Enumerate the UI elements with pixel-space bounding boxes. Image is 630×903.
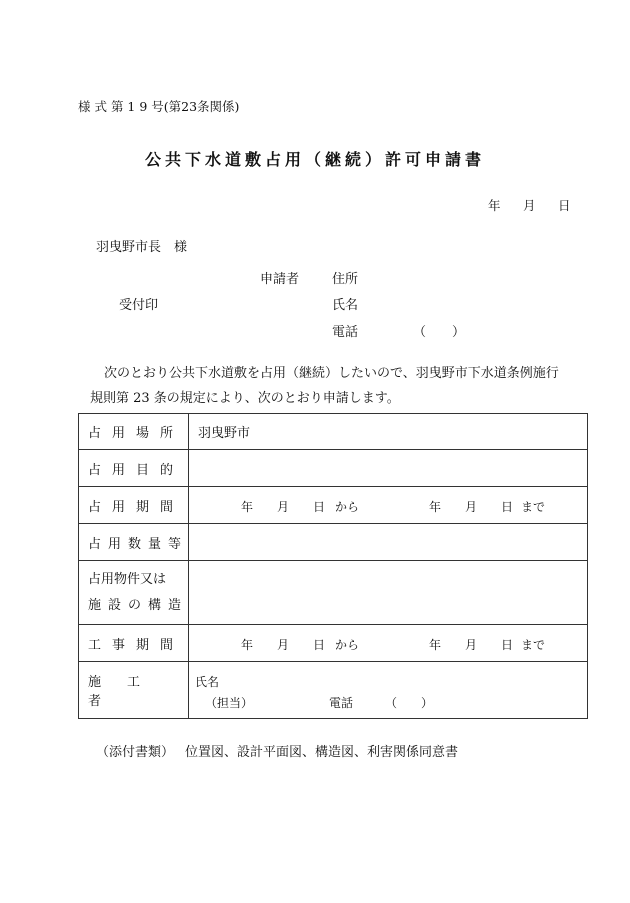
construction-until: まで: [521, 638, 546, 652]
name-label: 氏名: [332, 298, 359, 313]
date-year-label: 年: [488, 198, 501, 213]
quantity-value-cell[interactable]: [189, 524, 588, 561]
period-start-day: 日: [313, 500, 326, 514]
construction-end-day: 日: [501, 638, 514, 652]
date-month-label: 月: [523, 198, 536, 213]
table-row-period: [79, 487, 588, 524]
table-row-structure: [79, 561, 588, 625]
structure-value-cell[interactable]: [189, 561, 588, 625]
contractor-phone-parens: （ ）: [385, 696, 434, 710]
applicant-label: 申請者: [260, 272, 300, 287]
period-from: から: [335, 500, 360, 514]
table-row-location: [79, 414, 588, 450]
address-label: 住所: [332, 272, 359, 287]
contractor-person-in-charge: （担当）: [205, 696, 254, 710]
attachments-list: 位置図、設計平面図、構造図、利害関係同意書: [185, 745, 459, 760]
quantity-label: 占用数量等: [88, 536, 189, 552]
period-end-day: 日: [501, 500, 514, 514]
period-end-month: 月: [465, 500, 478, 514]
construction-period-value-cell[interactable]: [189, 625, 588, 662]
location-label: 占用場所: [88, 426, 185, 441]
application-table: [78, 413, 588, 719]
structure-label-line2: 施設の構造: [88, 597, 189, 613]
construction-end-year: 年: [429, 638, 442, 652]
body-text-line1: 次のとおり公共下水道敷を占用（継続）したいので、羽曳野市下水道条例施行: [104, 366, 559, 381]
phone-parens: （ ）: [413, 325, 466, 340]
table-row-contractor: [79, 662, 588, 719]
construction-start-day: 日: [313, 638, 326, 652]
purpose-label: 占用目的: [88, 462, 185, 478]
period-start-month: 月: [277, 500, 290, 514]
period-end-year: 年: [429, 500, 442, 514]
purpose-value-cell[interactable]: [189, 450, 588, 487]
addressee: 羽曳野市長 様: [96, 240, 188, 255]
structure-label-line1: 占用物件又は: [88, 571, 167, 587]
contractor-phone-label: 電話: [329, 696, 354, 710]
construction-start-month: 月: [277, 638, 290, 652]
phone-label: 電話: [332, 325, 359, 340]
construction-from: から: [335, 638, 360, 652]
attachments-label: （添付書類）: [96, 745, 175, 760]
table-row-quantity: [79, 524, 588, 561]
table-row-construction-period: [79, 625, 588, 662]
form-number: 様 式 第 1 9 号(第23条関係): [78, 99, 240, 114]
date-day-label: 日: [558, 198, 571, 213]
period-label: 占用期間: [88, 499, 185, 515]
table-row-purpose: [79, 450, 588, 487]
location-value-cell[interactable]: [189, 414, 588, 450]
period-start-year: 年: [241, 500, 254, 514]
construction-end-month: 月: [465, 638, 478, 652]
contractor-value-cell[interactable]: [189, 662, 588, 719]
period-value-cell[interactable]: [189, 487, 588, 524]
contractor-name-label: 氏名: [195, 675, 220, 689]
construction-start-year: 年: [241, 638, 254, 652]
page-title: 公共下水道敷占用（継続）許可申請書: [144, 150, 485, 169]
body-text-line2: 規則第 23 条の規定により、次のとおり申請します。: [90, 391, 400, 406]
period-until: まで: [521, 500, 546, 514]
reception-stamp-label: 受付印: [119, 298, 159, 313]
location-value: 羽曳野市: [198, 426, 251, 441]
construction-period-label: 工事期間: [88, 637, 185, 653]
contractor-label: 施工者: [88, 675, 167, 709]
